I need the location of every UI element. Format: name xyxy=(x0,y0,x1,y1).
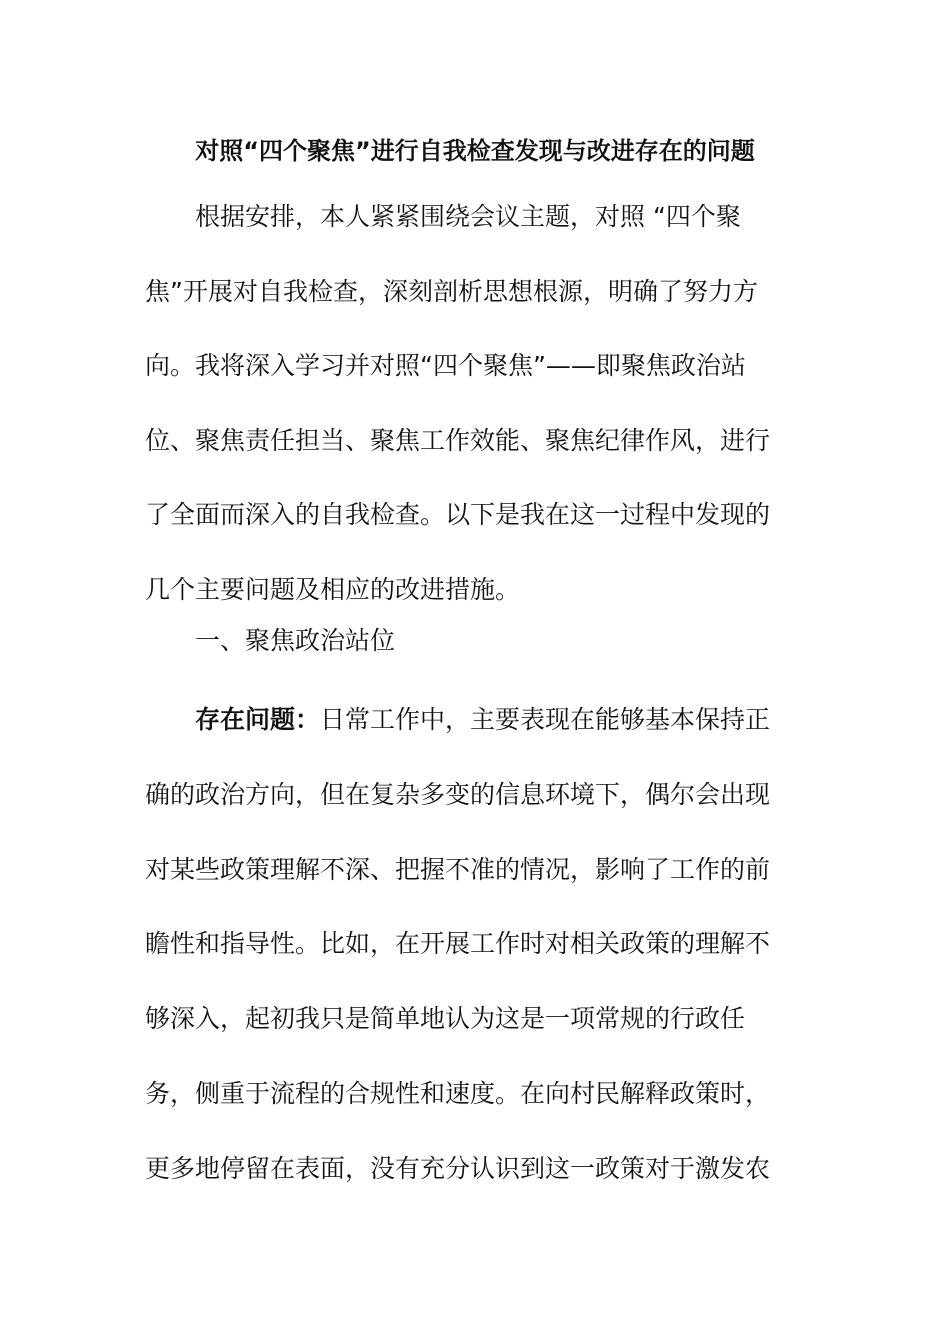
problem-label: 存在问题： xyxy=(195,705,321,734)
paragraph-line: 确的政治方向，但在复杂多变的信息环境下，偶尔会出现 xyxy=(145,779,771,809)
paragraph-line: 瞻性和指导性。比如，在开展工作时对相关政策的理解不 xyxy=(145,929,771,959)
problem-paragraph xyxy=(145,683,807,1207)
paragraph-line: 根据安排，本人紧紧围绕会议主题，对照 “四个聚 xyxy=(195,202,741,231)
paragraph-line: 务，侧重于流程的合规性和速度。在向村民解释政策时， xyxy=(145,1078,771,1108)
paragraph-line: 了全面而深入的自我检查。以下是我在这一过程中发现的 xyxy=(145,500,771,529)
document-title: 对照“四个聚焦”进行自我检查发现与改进存在的问题 xyxy=(195,137,755,165)
paragraph-line: 更多地停留在表面，没有充分认识到这一政策对于激发农 xyxy=(145,1153,771,1183)
paragraph-text: 日常工作中，主要表现在能够基本保持正 xyxy=(320,705,771,734)
section-heading: 一、聚焦政治站位 xyxy=(195,626,396,655)
intro-paragraph xyxy=(145,180,807,627)
paragraph-line: 焦”开展对自我检查，深刻剖析思想根源，明确了努力方 xyxy=(145,276,758,306)
paragraph-line: 够深入，起初我只是简单地认为这是一项常规的行政任 xyxy=(145,1004,746,1034)
paragraph-line: 向。我将深入学习并对照“四个聚焦”——即聚焦政治站 xyxy=(145,351,746,380)
paragraph-line: 几个主要问题及相应的改进措施。 xyxy=(145,574,521,604)
paragraph-line xyxy=(145,683,807,758)
paragraph-line: 位、聚焦责任担当、聚焦工作效能、聚焦纪律作风，进行 xyxy=(145,425,771,455)
paragraph-line: 对某些政策理解不深、把握不准的情况，影响了工作的前 xyxy=(145,854,771,884)
